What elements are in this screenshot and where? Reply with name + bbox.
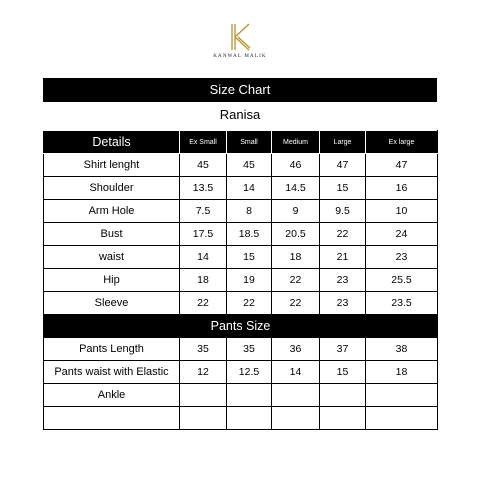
- measurement-cell: 47: [366, 154, 438, 177]
- measurement-cell: 20.5: [272, 223, 320, 246]
- measurement-cell: 9: [272, 200, 320, 223]
- measurement-cell: 17.5: [180, 223, 227, 246]
- column-header-size: Medium: [272, 131, 320, 154]
- measurement-cell: 18: [272, 246, 320, 269]
- measurement-cell: 14: [227, 177, 272, 200]
- row-label: Ankle: [44, 384, 180, 407]
- measurement-cell: 8: [227, 200, 272, 223]
- table-row: [44, 407, 438, 430]
- size-chart-title: Size Chart: [43, 78, 437, 102]
- measurement-cell: 35: [180, 338, 227, 361]
- row-label: Bust: [44, 223, 180, 246]
- row-label: Pants waist with Elastic: [44, 361, 180, 384]
- measurement-cell: 38: [366, 338, 438, 361]
- measurement-cell: 13.5: [180, 177, 227, 200]
- measurement-cell: 14: [272, 361, 320, 384]
- kanwal-malik-k-monogram-icon: [227, 22, 253, 52]
- measurement-cell: 18.5: [227, 223, 272, 246]
- measurement-cell: 12: [180, 361, 227, 384]
- measurement-cell: [227, 384, 272, 407]
- measurement-cell: 22: [180, 292, 227, 315]
- table-row: [44, 269, 438, 292]
- row-label: Shoulder: [44, 177, 180, 200]
- column-header-details: Details: [44, 131, 180, 154]
- measurement-cell: [180, 407, 227, 430]
- measurement-cell: [272, 384, 320, 407]
- measurement-cell: 18: [366, 361, 438, 384]
- measurement-cell: 15: [227, 246, 272, 269]
- measurement-cell: 45: [227, 154, 272, 177]
- table-row: [44, 338, 438, 361]
- measurement-cell: 7.5: [180, 200, 227, 223]
- table-row: [44, 292, 438, 315]
- measurement-cell: 36: [272, 338, 320, 361]
- measurement-cell: [366, 407, 438, 430]
- measurement-cell: 23.5: [366, 292, 438, 315]
- table-row: [44, 361, 438, 384]
- column-header-size: Small: [227, 131, 272, 154]
- row-label: Hip: [44, 269, 180, 292]
- measurement-cell: 35: [227, 338, 272, 361]
- measurement-cell: 45: [180, 154, 227, 177]
- measurement-cell: [227, 407, 272, 430]
- table-row: [44, 223, 438, 246]
- column-header-size: Ex Small: [180, 131, 227, 154]
- table-row: [44, 154, 438, 177]
- row-label: Sleeve: [44, 292, 180, 315]
- table-row: [44, 177, 438, 200]
- measurement-cell: 25.5: [366, 269, 438, 292]
- row-label: waist: [44, 246, 180, 269]
- measurement-cell: 10: [366, 200, 438, 223]
- measurement-cell: [272, 407, 320, 430]
- row-label: Shirt lenght: [44, 154, 180, 177]
- measurement-cell: 15: [320, 361, 366, 384]
- column-header-size: Ex large: [366, 131, 438, 154]
- measurement-cell: 23: [320, 269, 366, 292]
- brand-logo: [0, 22, 480, 59]
- measurement-cell: 24: [366, 223, 438, 246]
- measurement-cell: 9.5: [320, 200, 366, 223]
- measurement-cell: 14: [180, 246, 227, 269]
- brand-name: KANWAL MALIK: [213, 54, 267, 59]
- measurement-cell: 46: [272, 154, 320, 177]
- measurement-cell: 23: [366, 246, 438, 269]
- table-header-row: [44, 131, 438, 154]
- row-label: Arm Hole: [44, 200, 180, 223]
- measurement-cell: 19: [227, 269, 272, 292]
- row-label: Pants Length: [44, 338, 180, 361]
- measurement-cell: [180, 384, 227, 407]
- measurement-cell: 22: [272, 292, 320, 315]
- measurement-cell: 47: [320, 154, 366, 177]
- measurement-cell: 22: [227, 292, 272, 315]
- pants-size-title: Pants Size: [44, 315, 438, 338]
- row-label: [44, 407, 180, 430]
- measurement-cell: 18: [180, 269, 227, 292]
- column-header-size: Large: [320, 131, 366, 154]
- pants-size-band: [44, 315, 438, 338]
- table-row: [44, 384, 438, 407]
- measurement-cell: 12.5: [227, 361, 272, 384]
- measurement-cell: [320, 407, 366, 430]
- measurement-cell: 14.5: [272, 177, 320, 200]
- measurement-cell: 21: [320, 246, 366, 269]
- measurement-cell: 16: [366, 177, 438, 200]
- measurement-cell: 15: [320, 177, 366, 200]
- measurement-cell: 37: [320, 338, 366, 361]
- table-row: [44, 200, 438, 223]
- table-row: [44, 246, 438, 269]
- measurement-cell: 23: [320, 292, 366, 315]
- measurement-cell: [320, 384, 366, 407]
- product-name: Ranisa: [219, 107, 261, 122]
- measurement-cell: [366, 384, 438, 407]
- measurement-cell: 22: [320, 223, 366, 246]
- size-table: [43, 130, 438, 430]
- measurement-cell: 22: [272, 269, 320, 292]
